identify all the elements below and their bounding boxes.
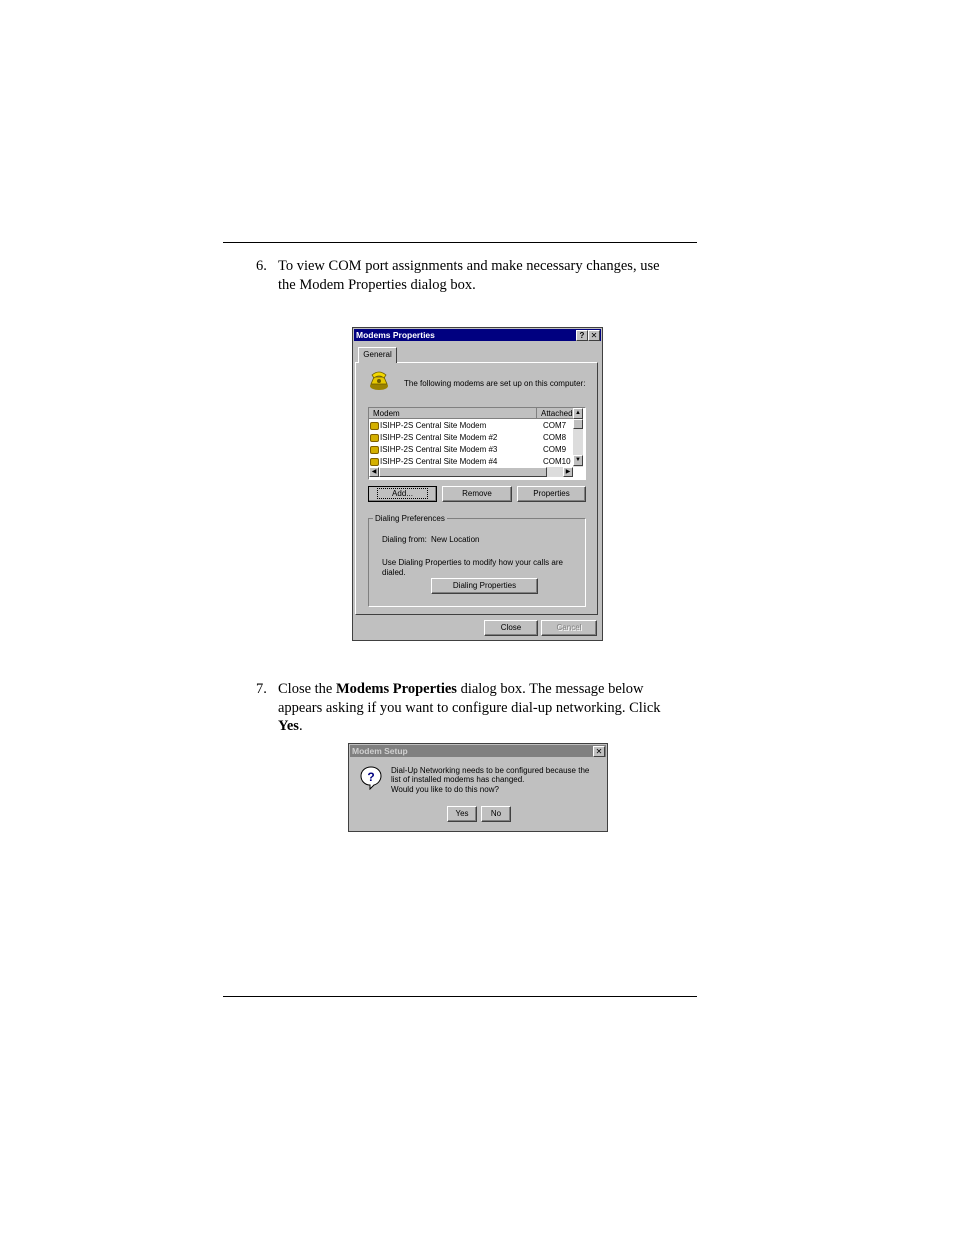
step-7 [256,680,696,736]
bottom-rule [223,996,697,997]
dialing-properties-button-label: Dialing Properties [452,581,517,590]
modem-port: COM10 [543,457,571,466]
modems-dialog-titlebar [354,329,601,341]
add-button[interactable] [368,486,437,502]
column-header-attached-label: Attached [541,409,573,418]
column-header-attached[interactable] [537,408,573,419]
modems-properties-dialog [352,327,603,641]
modem-icon [370,446,379,454]
tab-general[interactable] [358,347,397,363]
horizontal-scroll-thumb[interactable] [379,467,547,477]
modem-setup-dialog [348,743,608,832]
telephone-modem-icon [368,369,390,391]
yes-button[interactable] [447,806,477,822]
top-rule [223,242,697,243]
modem-list[interactable] [368,407,586,480]
modems-dialog-title: Modems Properties [356,330,435,340]
setup-dialog-titlebar [350,745,606,757]
scroll-right-icon[interactable]: ▶ [563,467,573,477]
modem-port: COM8 [543,433,567,442]
step-7-bold-yes: Yes [278,718,299,734]
step-6 [256,257,696,294]
setup-dialog-title: Modem Setup [352,746,408,756]
cancel-button-label: Cancel [556,623,582,632]
close-icon[interactable]: ✕ [593,746,605,757]
setup-question: Would you like to do this now? [391,785,499,794]
remove-button-label: Remove [462,489,492,498]
step-7-suffix: . [298,718,303,734]
step-7-line-3 [278,717,696,736]
vertical-scrollbar[interactable] [573,408,583,467]
modem-name: ISIHP-2S Central Site Modem [380,421,487,430]
properties-button-label: Properties [533,489,570,498]
close-icon[interactable]: ✕ [588,330,600,341]
list-item[interactable] [370,432,497,444]
list-item[interactable] [370,444,497,456]
question-glyph: ? [367,770,375,784]
add-button-label: Add... [377,488,428,499]
scroll-up-icon[interactable]: ▲ [573,408,583,419]
properties-button[interactable] [517,486,586,502]
step-7-mid: dialog box. The message below [456,681,644,697]
close-button-label: Close [500,623,522,632]
cancel-button[interactable] [541,620,597,636]
modems-intro-text: The following modems are set up on this computer: [404,379,586,388]
column-header-modem-label: Modem [373,409,400,418]
modem-port: COM7 [543,421,567,430]
step-6-line-1: To view COM port assignments and make necessary changes, use [278,258,660,274]
scroll-left-icon[interactable]: ◀ [369,467,379,477]
step-7-bold-dialog-name: Modems Properties [336,681,457,697]
modem-icon [370,434,379,442]
remove-button[interactable] [442,486,512,502]
no-button[interactable] [481,806,511,822]
modem-name: ISIHP-2S Central Site Modem #4 [380,457,498,466]
dialing-from-value: New Location [431,535,480,544]
step-7-line-2: appears asking if you want to configure dial-up networking. Click [278,699,661,716]
scroll-thumb[interactable] [573,419,583,429]
yes-button-label: Yes [455,809,469,818]
modem-icon [370,458,379,466]
modem-port: COM9 [543,445,567,454]
modem-name: ISIHP-2S Central Site Modem #3 [380,445,498,454]
help-icon[interactable]: ? [576,330,588,341]
no-button-label: No [490,809,502,818]
list-item[interactable] [370,420,486,432]
dialing-help-text: Use Dialing Properties to modify how your calls are dialed. [382,558,563,577]
dialing-from-label: Dialing from: [382,535,427,544]
close-button[interactable] [484,620,538,636]
column-header-modem[interactable] [369,408,537,419]
horizontal-scrollbar[interactable] [369,467,573,477]
step-7-line-1 [278,680,696,699]
modem-icon [370,422,379,430]
step-7-prefix: Close the [278,681,336,697]
scroll-down-icon[interactable]: ▼ [573,455,583,466]
tab-general-label: General [363,350,392,359]
step-7-number: 7. [256,681,267,697]
dialing-properties-button[interactable] [431,578,538,594]
modem-name: ISIHP-2S Central Site Modem #2 [380,433,498,442]
question-icon [360,766,382,790]
dialing-preferences-title: Dialing Preferences [375,514,445,523]
step-6-number: 6. [256,258,267,274]
step-6-line-2: the Modem Properties dialog box. [278,276,476,293]
setup-message: Dial-Up Networking needs to be configured because the list of installed modems has changed. [391,766,590,784]
